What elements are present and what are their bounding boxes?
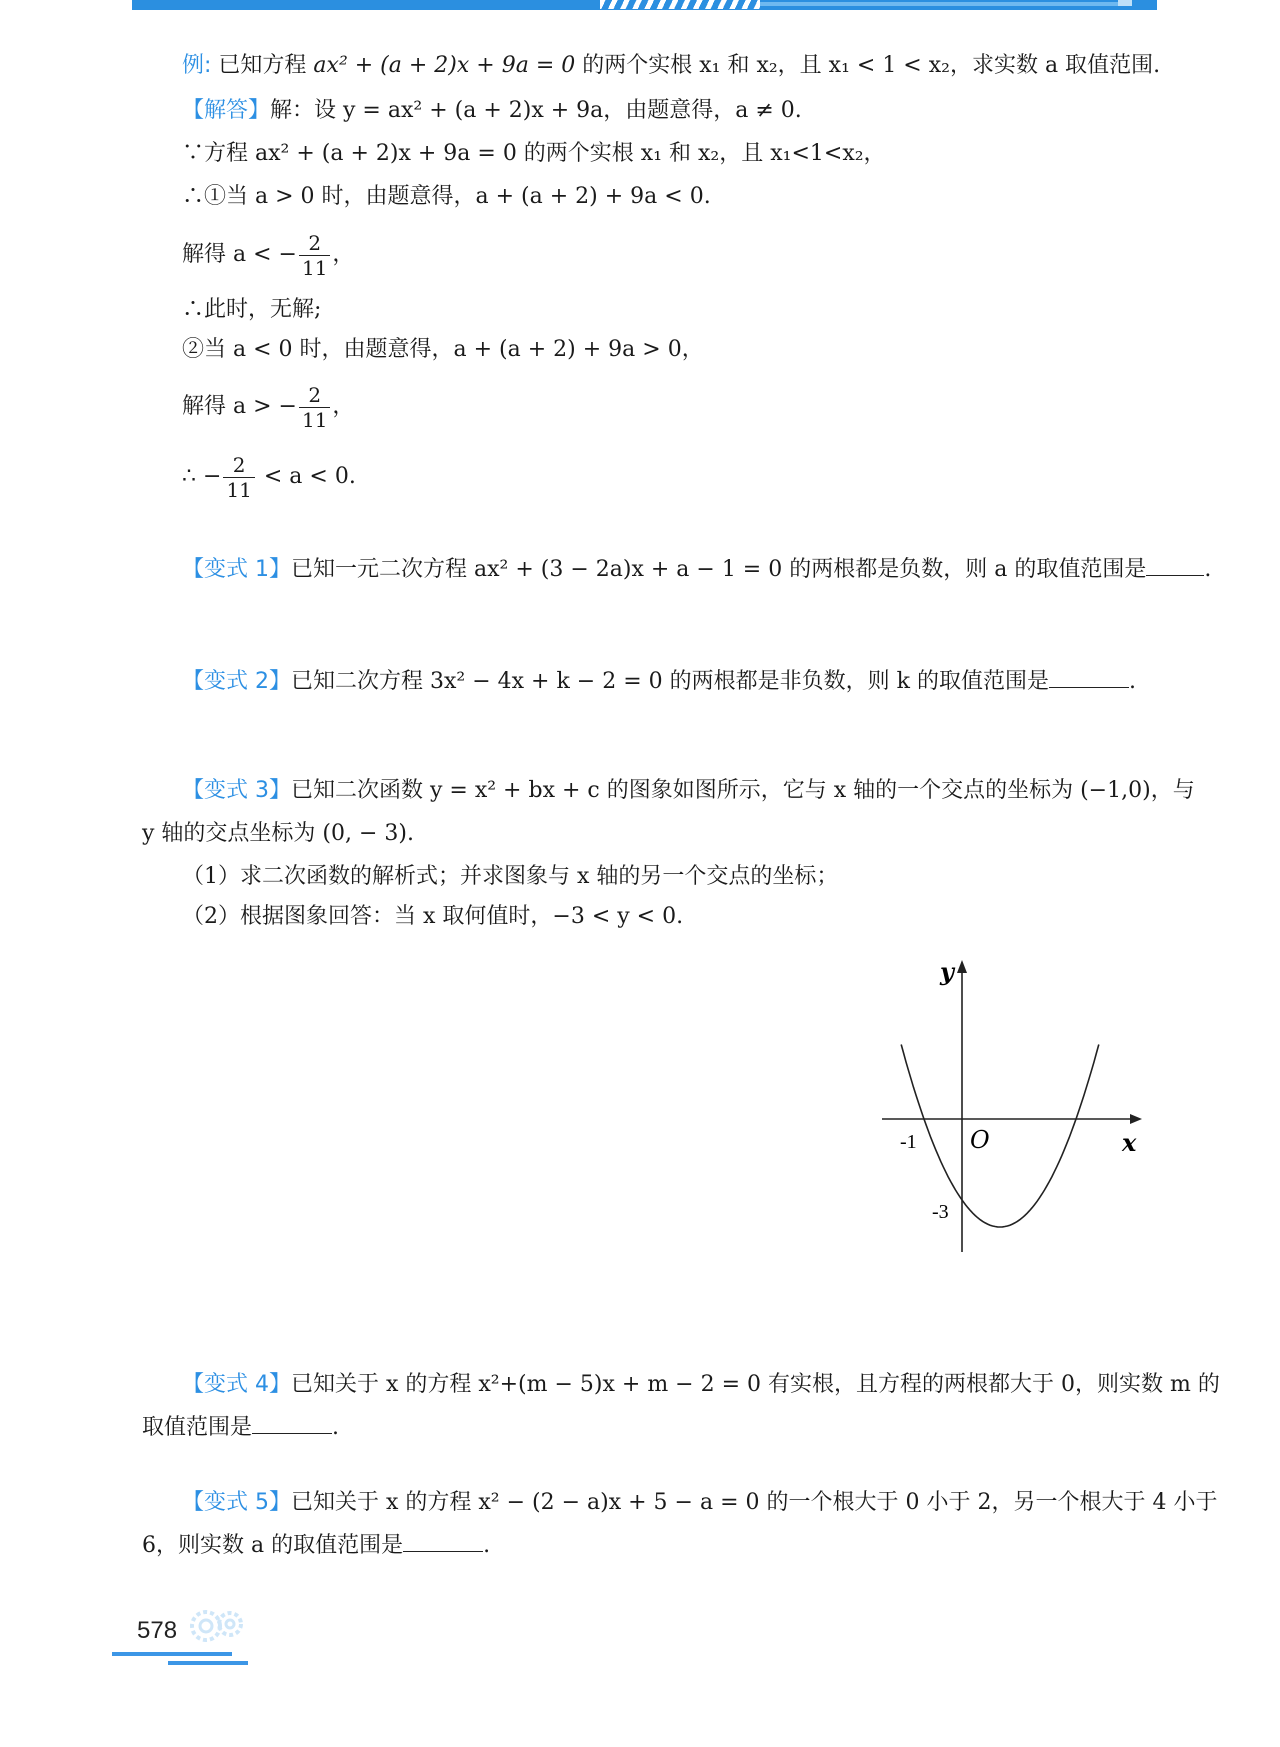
header-end (1118, 0, 1132, 6)
solution-line-7 (182, 380, 354, 434)
solution-text-1: 解：设 y = ax² + (a + 2)x + 9a，由题意得，a ≠ 0. (270, 98, 802, 123)
solution-line-5: ∴此时，无解; (182, 297, 322, 322)
variant-5 (182, 1487, 1217, 1519)
variant-1 (182, 554, 1211, 586)
gear-decoration-icon (188, 1604, 248, 1648)
fraction-numerator: 2 (299, 383, 330, 408)
variant-2-end: . (1128, 669, 1136, 694)
y-axis-arrow (957, 960, 967, 973)
variant-5-end: . (483, 1533, 491, 1558)
variant-2 (182, 666, 1136, 698)
variant-5-line-2 (142, 1530, 490, 1562)
fraction-numerator: 2 (299, 231, 330, 256)
fraction-denominator: 11 (226, 477, 252, 502)
y-intercept-label: -3 (932, 1201, 949, 1223)
variant-5-text: 已知关于 x 的方程 x² − (2 − a)x + 5 − a = 0 的一个根大于 0 小于 2，另一个根大于 4 小于 (291, 1490, 1218, 1515)
answer-blank[interactable] (403, 1531, 483, 1552)
header-line (760, 2, 1120, 6)
solution-label: 【解答】 (182, 98, 271, 123)
y-axis-label: y (940, 958, 954, 986)
solution-line-7-suffix: ， (332, 394, 355, 419)
solution-line-3: ∴①当 a > 0 时，由题意得，a + (a + 2) + 9a < 0. (182, 184, 711, 209)
x-intercept-label: -1 (900, 1131, 917, 1153)
origin-label: O (970, 1126, 990, 1154)
solution-line-7-prefix: 解得 a > − (182, 394, 297, 419)
answer-blank[interactable] (252, 1413, 332, 1434)
example-text-a: 已知方程 (211, 53, 314, 78)
variant-2-text: 已知二次方程 3x² − 4x + k − 2 = 0 的两根都是非负数，则 k 的取值范围是 (291, 669, 1049, 694)
variant-5-text-2: 6，则实数 a 的取值范围是 (142, 1533, 404, 1558)
page-number: 578 (137, 1617, 178, 1644)
solution-line-8 (182, 450, 356, 504)
fraction-2-11-b (299, 383, 330, 432)
answer-blank[interactable] (1146, 555, 1204, 576)
solution-line-2: ∵方程 ax² + (a + 2)x + 9a = 0 的两个实根 x₁ 和 x₂，且 x₁<1<x₂， (182, 141, 886, 166)
variant-4-text-2: 取值范围是 (142, 1415, 253, 1440)
fraction-denominator: 11 (301, 407, 328, 432)
x-axis-label: x (1122, 1128, 1137, 1157)
fraction-2-11-c (223, 453, 254, 502)
solution-line-4 (182, 228, 354, 282)
fraction-denominator: 11 (301, 255, 328, 280)
example-label: 例: (182, 53, 212, 78)
variant-3-q2: （2）根据图象回答：当 x 取何值时，−3 < y < 0. (182, 904, 684, 929)
fraction-numerator: 2 (223, 453, 254, 478)
header-stripes (600, 0, 760, 9)
variant-1-text: 已知一元二次方程 ax² + (3 − 2a)x + a − 1 = 0 的两根都是负数，则 a 的取值范围是 (291, 557, 1147, 582)
answer-blank[interactable] (1049, 667, 1129, 688)
solution-line-8-prefix: ∴ − (182, 464, 222, 489)
variant-3 (182, 775, 1195, 807)
parabola-curve (901, 1045, 1099, 1228)
example-line (182, 50, 1160, 82)
variant-3-label: 【变式 3】 (182, 778, 291, 803)
solution-line-6: ②当 a < 0 时，由题意得，a + (a + 2) + 9a > 0， (182, 337, 704, 362)
variant-4-end: . (332, 1415, 340, 1440)
variant-4 (182, 1369, 1220, 1401)
variant-4-text: 已知关于 x 的方程 x²+(m − 5)x + m − 2 = 0 有实根，且方程的两根都大于 0，则实数 m 的 (291, 1372, 1220, 1397)
footer-bar-short (168, 1661, 248, 1665)
example-equation: ax² + (a + 2)x + 9a = 0 (313, 53, 576, 78)
footer-bar (112, 1652, 232, 1656)
variant-1-end: . (1204, 557, 1212, 582)
solution-line-8-suffix: < a < 0. (256, 464, 356, 489)
variant-4-label: 【变式 4】 (182, 1372, 291, 1397)
solution-line-4-prefix: 解得 a < − (182, 242, 297, 267)
variant-1-label: 【变式 1】 (182, 557, 291, 582)
parabola-graph (882, 958, 1144, 1258)
solution-line-1 (182, 95, 802, 127)
variant-3-text-2: y 轴的交点坐标为 (0, − 3). (142, 821, 414, 846)
fraction-2-11-a (299, 231, 330, 280)
x-axis-arrow (1130, 1114, 1142, 1124)
variant-4-line-2 (142, 1412, 339, 1444)
variant-3-q1: （1）求二次函数的解析式；并求图象与 x 轴的另一个交点的坐标； (182, 864, 839, 889)
variant-5-label: 【变式 5】 (182, 1490, 291, 1515)
example-text-b: 的两个实根 x₁ 和 x₂，且 x₁ < 1 < x₂，求实数 a 取值范围. (575, 53, 1161, 78)
variant-3-text: 已知二次函数 y = x² + bx + c 的图象如图所示，它与 x 轴的一个交点的坐标为 (−1,0)，与 (291, 778, 1195, 803)
solution-line-4-suffix: ， (332, 242, 355, 267)
variant-2-label: 【变式 2】 (182, 669, 291, 694)
